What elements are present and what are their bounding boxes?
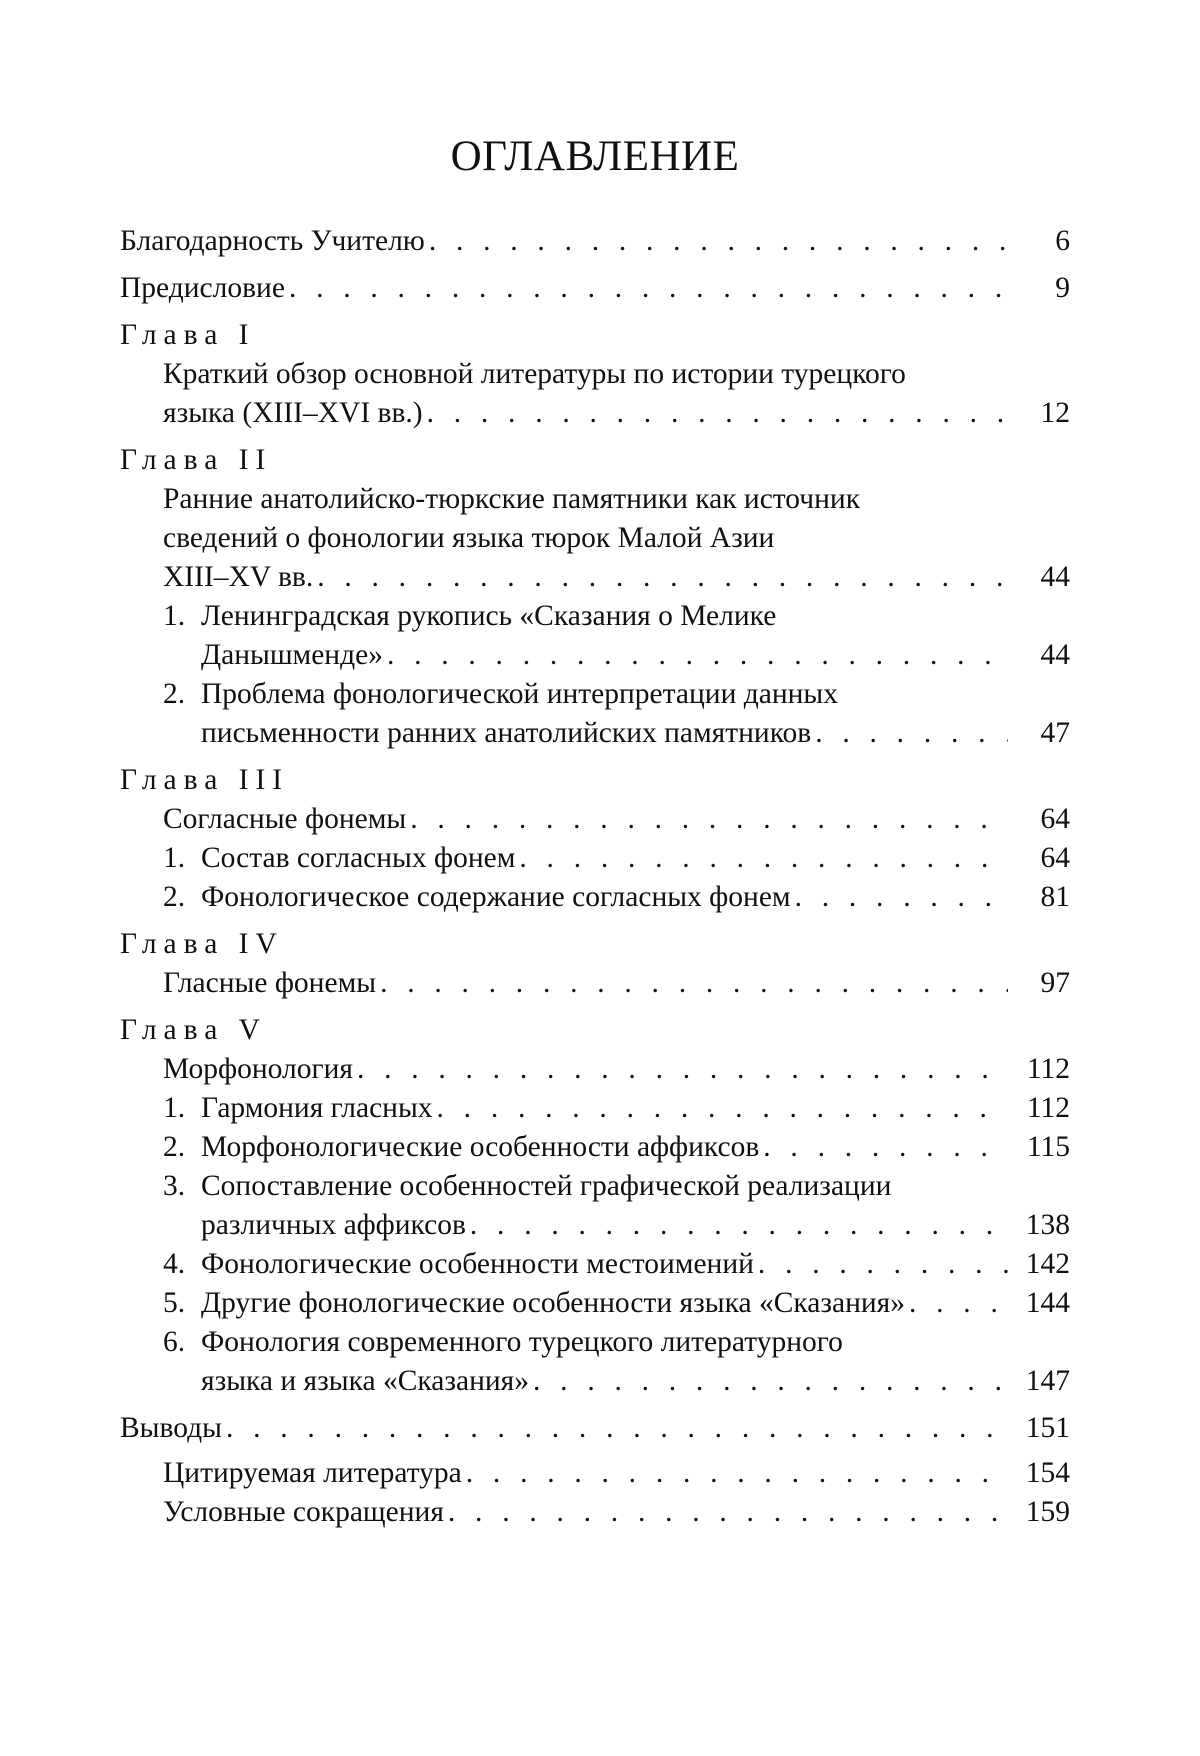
dot-leader	[222, 1409, 1008, 1448]
toc-entry-section[interactable]	[120, 1245, 1070, 1284]
entry-title: языка и языка «Сказания»	[201, 1365, 530, 1397]
entry-number: 6.	[163, 1326, 186, 1358]
entry-title: Фонологические особенности местоимений	[201, 1248, 754, 1280]
entry-title: Благодарность Учителю	[120, 225, 425, 257]
dot-leader	[529, 1362, 1008, 1401]
entry-title-line: Сопоставление особенностей графической реализации	[201, 1170, 892, 1202]
page-number: 64	[1040, 803, 1070, 835]
page-number: 115	[1026, 1131, 1070, 1163]
dot-leader	[313, 558, 1008, 597]
entry-number: 1.	[163, 842, 186, 874]
dot-leader	[376, 964, 1008, 1003]
dot-leader	[433, 1089, 1008, 1128]
dot-leader	[791, 878, 1008, 917]
entry-number: 2.	[163, 1131, 186, 1163]
spacer	[120, 1003, 1070, 1011]
chapter-heading: Глава IV	[120, 928, 284, 960]
chapter-heading: Глава III	[120, 764, 290, 796]
toc-entry-chapter[interactable]	[120, 800, 1070, 839]
page-number: 144	[1025, 1287, 1070, 1319]
toc-entry-back[interactable]	[120, 1454, 1070, 1493]
page-number: 6	[1055, 225, 1070, 257]
chapter-heading: Глава V	[120, 1014, 267, 1046]
entry-title-line: сведений о фонологии языка тюрок Малой Азии	[163, 522, 775, 554]
dot-leader	[515, 839, 1008, 878]
page-number: 159	[1025, 1496, 1070, 1528]
dot-leader	[444, 1493, 1008, 1532]
toc-entry-back[interactable]	[120, 1493, 1070, 1532]
entry-title: Выводы	[120, 1412, 222, 1444]
entry-title: XIII–XV вв.	[163, 561, 314, 593]
spacer	[120, 261, 1070, 269]
page-number: 64	[1040, 842, 1070, 874]
toc-list	[120, 222, 1070, 1532]
dot-leader	[905, 1284, 1008, 1323]
toc-entry-front[interactable]	[120, 269, 1070, 308]
entry-title: Гармония гласных	[201, 1092, 433, 1124]
entry-number: 1.	[163, 600, 186, 632]
toc-entry-section[interactable]	[120, 878, 1070, 917]
dot-leader	[383, 636, 1008, 675]
page-number: 97	[1040, 967, 1070, 999]
toc-entry-section[interactable]	[120, 1284, 1070, 1323]
entry-title: Морфонологические особенности аффиксов	[201, 1131, 760, 1163]
dot-leader	[406, 800, 1008, 839]
entry-number: 1.	[163, 1092, 186, 1124]
page-number: 81	[1040, 881, 1070, 913]
entry-number: 2.	[163, 678, 186, 710]
entry-title: Гласные фонемы	[163, 967, 377, 999]
dot-leader	[754, 1245, 1008, 1284]
dot-leader	[759, 1128, 1008, 1167]
entry-title: языка (XIII–XVI вв.)	[163, 397, 423, 429]
toc-entry-section[interactable]	[120, 839, 1070, 878]
page-number: 142	[1025, 1248, 1070, 1280]
entry-title: Предисловие	[120, 272, 285, 304]
entry-title-line: Краткий обзор основной литературы по истории турецкого	[163, 358, 906, 390]
spacer	[120, 917, 1070, 925]
page-number: 12	[1040, 397, 1070, 429]
entry-title: письменности ранних анатолийских памятников	[201, 717, 812, 749]
toc-entry-chapter[interactable]	[120, 355, 1070, 433]
spacer	[120, 1401, 1070, 1409]
toc-entry-section[interactable]	[120, 1089, 1070, 1128]
entry-title: Морфонология	[163, 1053, 353, 1085]
page-number: 138	[1025, 1209, 1070, 1241]
page-title: ОГЛАВЛЕНИЕ	[450, 133, 740, 180]
toc-entry-section[interactable]	[120, 1323, 1070, 1401]
toc-entry-section[interactable]	[120, 597, 1070, 675]
entry-number: 3.	[163, 1170, 186, 1202]
entry-title: различных аффиксов	[201, 1209, 466, 1241]
entry-number: 5.	[163, 1287, 186, 1319]
entry-title: Состав согласных фонем	[201, 842, 516, 874]
page-number: 154	[1025, 1457, 1070, 1489]
entry-number: 4.	[163, 1248, 186, 1280]
toc-entry-front[interactable]	[120, 222, 1070, 261]
spacer	[120, 308, 1070, 316]
page-number: 44	[1040, 639, 1070, 671]
entry-title-line: Проблема фонологической интерпретации данных	[201, 678, 838, 710]
dot-leader	[462, 1454, 1008, 1493]
toc-entry-section[interactable]	[120, 675, 1070, 753]
page-number: 9	[1055, 272, 1070, 304]
entry-title: Условные сокращения	[163, 1496, 444, 1528]
page-number: 47	[1040, 717, 1070, 749]
entry-title-line: Ленинградская рукопись «Сказания о Мелике	[201, 600, 777, 632]
toc-entry-chapter[interactable]	[120, 1050, 1070, 1089]
entry-title-line: Фонология современного турецкого литературного	[201, 1326, 843, 1358]
page-number: 112	[1026, 1092, 1070, 1124]
entry-title-line: Ранние анатолийско-тюркские памятники как источник	[163, 483, 861, 515]
entry-title: Цитируемая литература	[163, 1457, 462, 1489]
entry-title: Согласные фонемы	[163, 803, 407, 835]
page-number: 112	[1026, 1053, 1070, 1085]
chapter-heading: Глава I	[120, 319, 256, 351]
dot-leader	[423, 394, 1008, 433]
dot-leader	[285, 269, 1008, 308]
entry-number: 2.	[163, 881, 186, 913]
chapter-heading: Глава II	[120, 444, 273, 476]
dot-leader	[466, 1206, 1008, 1245]
page-number: 44	[1040, 561, 1070, 593]
spacer	[120, 753, 1070, 761]
entry-title: Данышменде»	[201, 639, 383, 671]
page-number: 147	[1025, 1365, 1070, 1397]
dot-leader	[353, 1050, 1008, 1089]
toc-entry-section[interactable]	[120, 1128, 1070, 1167]
toc-entry-section[interactable]	[120, 1167, 1070, 1245]
toc-entry-chapter[interactable]	[120, 480, 1070, 597]
dot-leader	[425, 222, 1008, 261]
entry-title: Фонологическое содержание согласных фонем	[201, 881, 791, 913]
dot-leader	[811, 714, 1008, 753]
spacer	[120, 433, 1070, 441]
entry-title: Другие фонологические особенности языка «Сказания»	[201, 1287, 905, 1319]
toc-entry-back[interactable]	[120, 1409, 1070, 1448]
page-number: 151	[1025, 1412, 1070, 1444]
toc-entry-chapter[interactable]	[120, 964, 1070, 1003]
